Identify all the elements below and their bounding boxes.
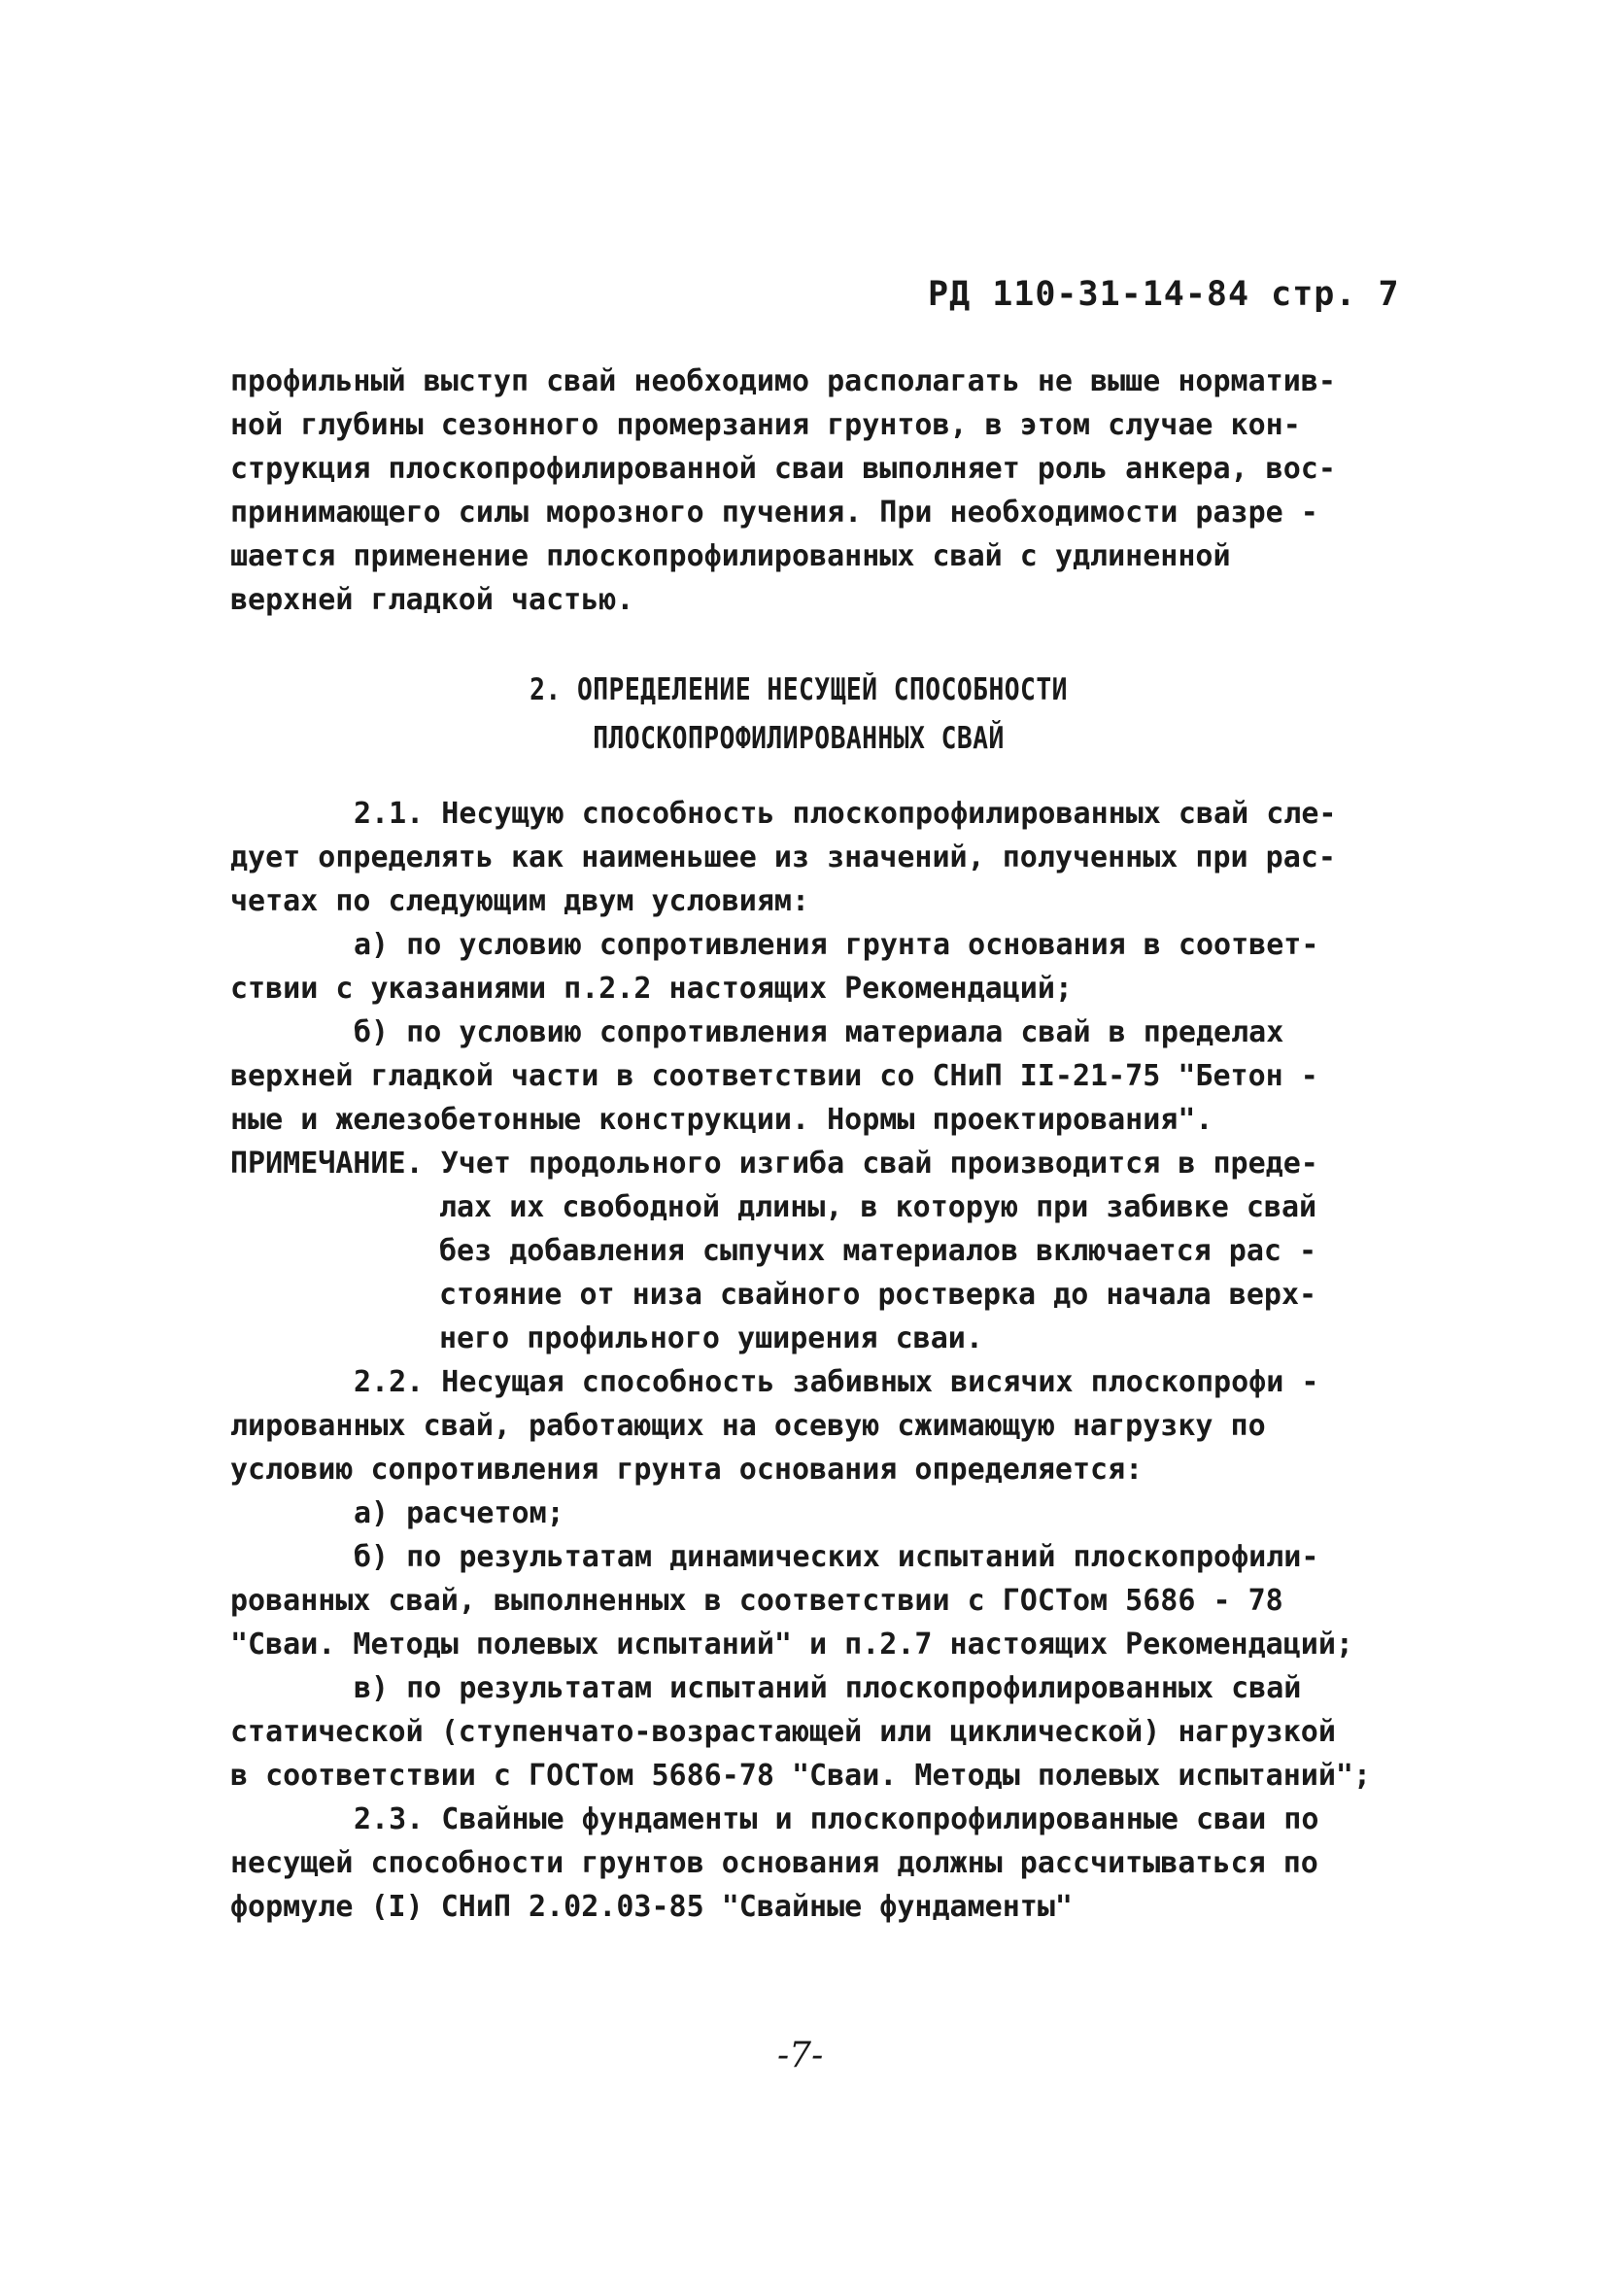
paragraph-2-3-line: формуле (I) СНиП 2.02.03-85 "Свайные фундаменты" [230, 1890, 1073, 1924]
section-heading-line: ПЛОСКОПРОФИЛИРОВАННЫХ СВАЙ [593, 721, 1005, 756]
paragraph-2-1-line: дует определять как наименьшее из значений, полученных при рас- [230, 840, 1336, 874]
document-reference: РД 110-31-14-84 стр. 7 [928, 275, 1400, 314]
note-line: без добавления сыпучих материалов включается рас - [439, 1234, 1317, 1268]
item-2-2-c-line: в соответствии с ГОСТом 5686-78 "Сваи. Методы полевых испытаний"; [230, 1759, 1371, 1793]
item-2-2-c-line: в) по результатам испытаний плоскопрофилированных свай [354, 1671, 1302, 1705]
note-line: лах их свободной длины, в которую при забивке свай [439, 1190, 1317, 1224]
item-2-2-b-line: рованных свай, выполненных в соответствии с ГОСТом 5686 - 78 [230, 1584, 1283, 1618]
paragraph-2-2-line: 2.2. Несущая способность забивных висячих плоскопрофи - [354, 1365, 1319, 1399]
text-line: профильный выступ свай необходимо располагать не выше норматив- [230, 364, 1336, 398]
section-heading [316, 666, 1282, 763]
paragraph-2-1-line: 2.1. Несущую способность плоскопрофилированных свай сле- [354, 797, 1337, 831]
item-2-2-c-line: статической (ступенчато-возрастающей или циклической) нагрузкой [230, 1715, 1336, 1749]
paragraph-2-3-line: несущей способности грунтов основания должны рассчитываться по [230, 1846, 1318, 1880]
item-2-2-a: а) расчетом; [354, 1496, 564, 1530]
item-a-line: ствии с указаниями п.2.2 настоящих Рекомендаций; [230, 972, 1073, 1006]
paragraph-2-2-line: лированных свай, работающих на осевую сжимающую нагрузку по [230, 1409, 1266, 1443]
item-b-line: ные и железобетонные конструкции. Нормы проектирования". [230, 1103, 1213, 1137]
note-line: ПРИМЕЧАНИЕ. Учет продольного изгиба свай производится в преде- [230, 1147, 1318, 1181]
page-number: -7- [777, 2036, 824, 2075]
item-b-line: верхней гладкой части в соответствии со СНиП II-21-75 "Бетон - [230, 1059, 1318, 1093]
text-line: струкция плоскопрофилированной сваи выполняет роль анкера, вос- [230, 452, 1336, 486]
text-line: ной глубины сезонного промерзания грунтов, в этом случае кон- [230, 408, 1301, 442]
text-line: шается применение плоскопрофилированных свай с удлиненной [230, 539, 1231, 573]
paragraph-2-1-line: четах по следующим двум условиям: [230, 884, 810, 918]
item-2-2-b-line: б) по результатам динамических испытаний плоскопрофили- [354, 1540, 1319, 1574]
text-line: верхней гладкой частью. [230, 583, 634, 617]
paragraph-2-2-line: условию сопротивления грунта основания определяется: [230, 1453, 1144, 1487]
item-a-line: а) по условию сопротивления грунта основания в соответ- [354, 928, 1319, 962]
note-line: него профильного уширения сваи. [439, 1321, 983, 1355]
section-heading-line: 2. ОПРЕДЕЛЕНИЕ НЕСУЩЕЙ СПОСОБНОСТИ [530, 672, 1068, 707]
section-body [230, 792, 1371, 1929]
item-b-line: б) по условию сопротивления материала свай в пределах [354, 1015, 1284, 1049]
item-2-2-b-line: "Сваи. Методы полевых испытаний" и п.2.7 настоящих Рекомендаций; [230, 1628, 1353, 1662]
paragraph-2-3-line: 2.3. Свайные фундаменты и плоскопрофилированные сваи по [354, 1802, 1319, 1836]
text-line: принимающего силы морозного пучения. При необходимости разре - [230, 496, 1318, 530]
note-line: стояние от низа свайного ростверка до начала верх- [439, 1278, 1317, 1312]
intro-paragraph [230, 360, 1367, 622]
